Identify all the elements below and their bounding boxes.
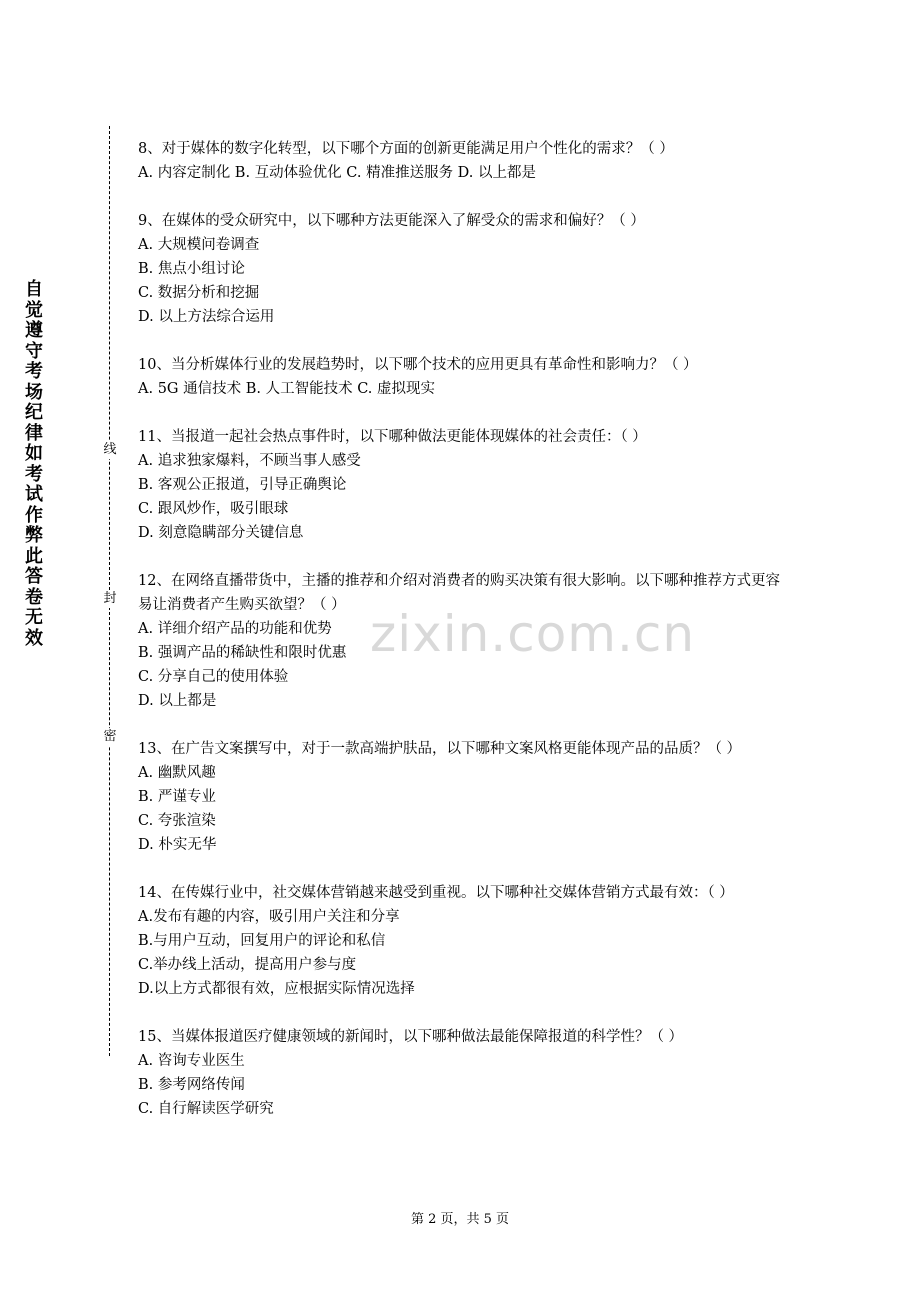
option-d: D. 以上都是 bbox=[138, 693, 217, 709]
option-d: D. 刻意隐瞒部分关键信息 bbox=[138, 525, 304, 541]
question-stem: 11、当报道一起社会热点事件时，以下哪种做法更能体现媒体的社会责任：（ ） bbox=[138, 429, 647, 445]
option-a: A. 幽默风趣 bbox=[138, 765, 216, 781]
option-a: A.发布有趣的内容，吸引用户关注和分享 bbox=[138, 909, 400, 925]
exam-discipline-warning: 自觉遵守考场纪律如考试作弊此答卷无效 bbox=[25, 279, 43, 649]
option-a: A. 详细介绍产品的功能和优势 bbox=[138, 621, 332, 637]
question-14 bbox=[138, 881, 788, 1001]
question-stem: 14、在传媒行业中，社交媒体营销越来越受到重视。以下哪种社交媒体营销方式最有效：（ ） bbox=[138, 885, 734, 901]
binding-mark-mi: 密 bbox=[101, 728, 119, 746]
option-c: C.举办线上活动，提高用户参与度 bbox=[138, 957, 357, 973]
option-a: A. 咨询专业医生 bbox=[138, 1053, 245, 1069]
question-8 bbox=[138, 137, 788, 185]
option-d: D. 以上方法综合运用 bbox=[138, 309, 275, 325]
question-stem: 9、在媒体的受众研究中，以下哪种方法更能深入了解受众的需求和偏好？（ ） bbox=[138, 213, 645, 229]
option-c: C. 夸张渲染 bbox=[138, 813, 216, 829]
option-c: C. 分享自己的使用体验 bbox=[138, 669, 289, 685]
question-9 bbox=[138, 209, 788, 329]
question-stem: 8、对于媒体的数字化转型，以下哪个方面的创新更能满足用户个性化的需求？（ ） bbox=[138, 141, 674, 157]
option-c: C. 数据分析和挖掘 bbox=[138, 285, 260, 301]
option-d: D.以上方式都很有效，应根据实际情况选择 bbox=[138, 981, 415, 997]
question-12 bbox=[138, 569, 788, 713]
question-10 bbox=[138, 353, 788, 401]
question-options-inline: A. 内容定制化 B. 互动体验优化 C. 精准推送服务 D. 以上都是 bbox=[138, 165, 537, 181]
page-number-footer: 第 2 页，共 5 页 bbox=[410, 1212, 510, 1227]
option-b: B. 参考网络传闻 bbox=[138, 1077, 245, 1093]
question-stem: 10、当分析媒体行业的发展趋势时，以下哪个技术的应用更具有革命性和影响力？（ ） bbox=[138, 357, 698, 373]
question-15 bbox=[138, 1025, 788, 1121]
option-c: C. 跟风炒作，吸引眼球 bbox=[138, 501, 289, 517]
question-options-inline: A. 5G 通信技术 B. 人工智能技术 C. 虚拟现实 bbox=[138, 381, 435, 397]
option-b: B.与用户互动，回复用户的评论和私信 bbox=[138, 933, 386, 949]
option-a: A. 大规模问卷调查 bbox=[138, 237, 260, 253]
option-c: C. 自行解读医学研究 bbox=[138, 1101, 274, 1117]
question-list bbox=[138, 137, 788, 1145]
question-stem: 13、在广告文案撰写中，对于一款高端护肤品，以下哪种文案风格更能体现产品的品质？（ ） bbox=[138, 741, 742, 757]
binding-mark-xian: 线 bbox=[101, 441, 119, 459]
option-b: B. 严谨专业 bbox=[138, 789, 216, 805]
question-11 bbox=[138, 425, 788, 545]
question-stem: 12、在网络直播带货中，主播的推荐和介绍对消费者的购买决策有很大影响。以下哪种推荐方式更容易让消费者产生购买欲望？（ ） bbox=[138, 573, 780, 613]
option-b: B. 强调产品的稀缺性和限时优惠 bbox=[138, 645, 347, 661]
question-13 bbox=[138, 737, 788, 857]
option-b: B. 客观公正报道，引导正确舆论 bbox=[138, 477, 347, 493]
option-d: D. 朴实无华 bbox=[138, 837, 217, 853]
watermark: zixin.com.cn bbox=[370, 605, 696, 663]
question-stem: 15、当媒体报道医疗健康领域的新闻时，以下哪种做法最能保障报道的科学性？（ ） bbox=[138, 1029, 684, 1045]
binding-mark-feng: 封 bbox=[101, 590, 119, 608]
option-b: B. 焦点小组讨论 bbox=[138, 261, 245, 277]
option-a: A. 追求独家爆料，不顾当事人感受 bbox=[138, 453, 361, 469]
